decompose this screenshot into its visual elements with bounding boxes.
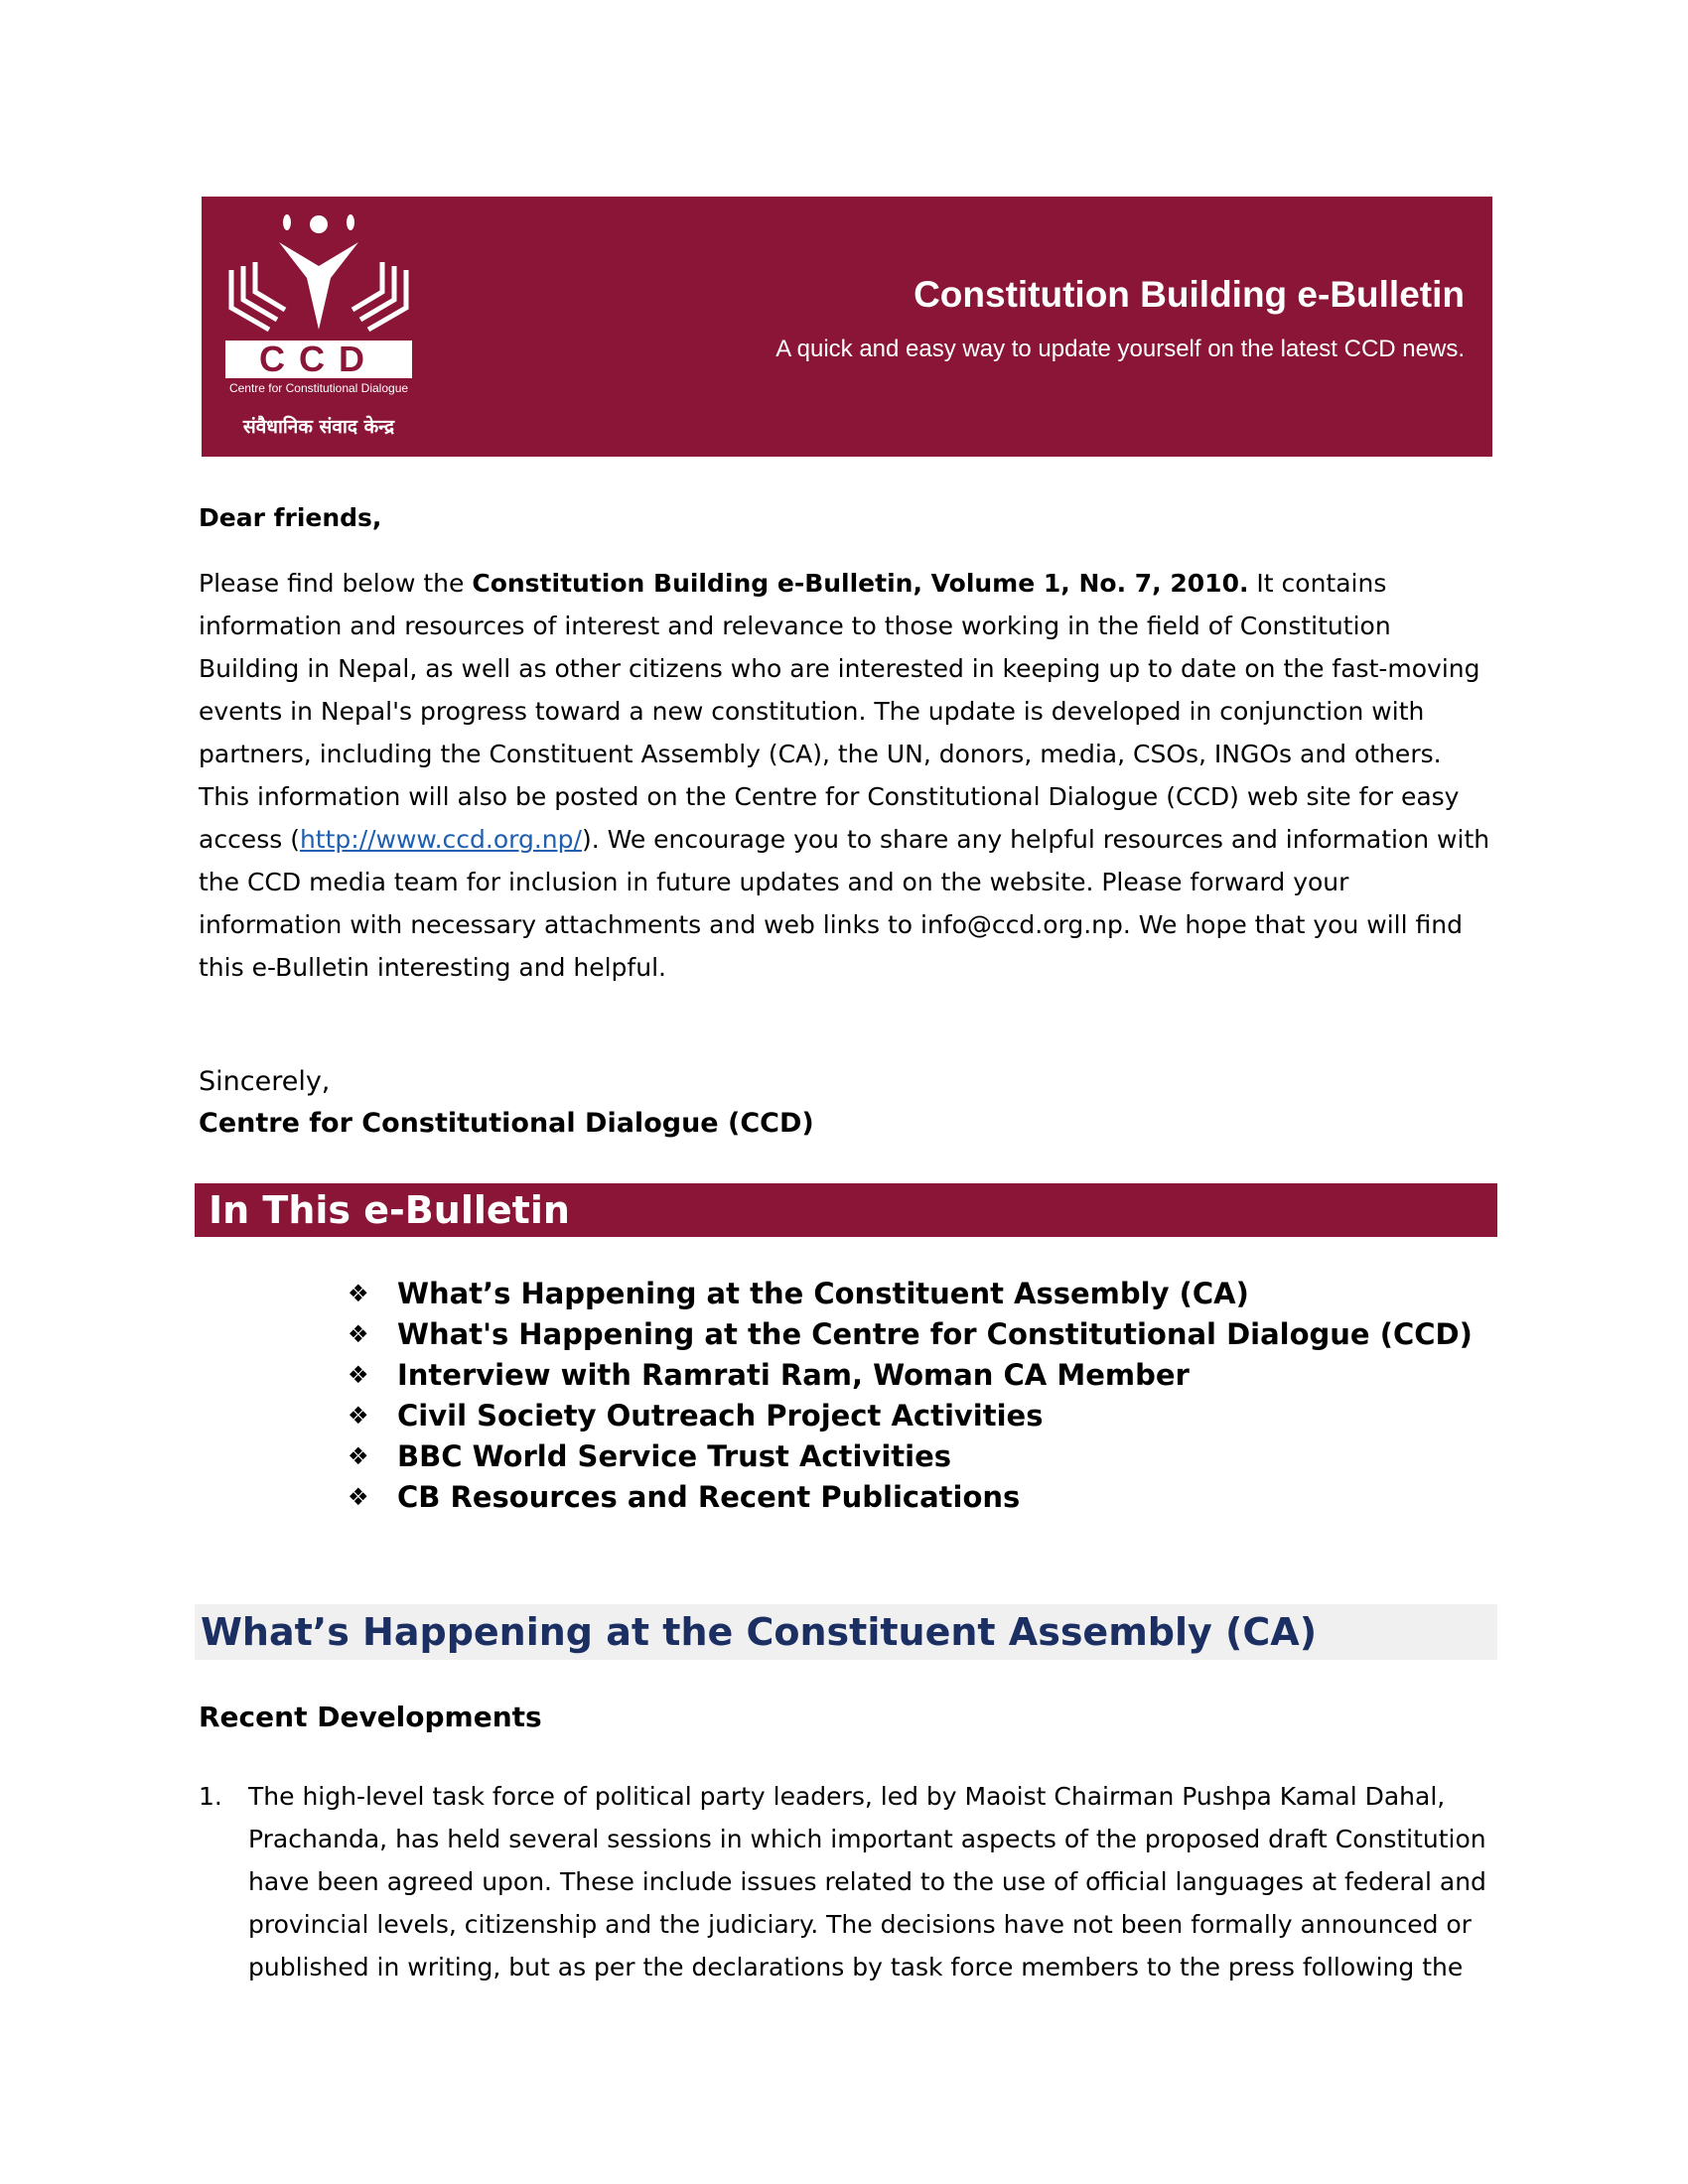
toc-list <box>348 1273 1473 1517</box>
numbered-item <box>199 1775 1499 1988</box>
logo-subtitle: Centre for Constitutional Dialogue <box>228 381 409 395</box>
logo-native-text: संवैधानिक संवाद केन्द्र <box>242 416 395 438</box>
diamond-bullet-icon: ❖ <box>348 1279 369 1307</box>
toc-item[interactable] <box>348 1313 1473 1354</box>
closing: Sincerely, <box>199 1066 331 1097</box>
diamond-bullet-icon: ❖ <box>348 1360 369 1389</box>
signature: Centre for Constitutional Dialogue (CCD) <box>199 1108 814 1139</box>
ccd-website-link[interactable]: http://www.ccd.org.np/ <box>299 825 582 854</box>
ccd-logo <box>219 208 418 447</box>
recent-developments-heading: Recent Developments <box>199 1701 542 1733</box>
toc-item-label: What’s Happening at the Constituent Assembly (CA) <box>397 1276 1249 1310</box>
intro-paragraph <box>199 562 1499 989</box>
intro-mid: It contains information and resources of interest and relevance to those working in the field of Constitution Building in Nepal, as well as other citizens who are interested in keeping up to date on the fast-moving events in Nepal's progress toward a new constitution. The update is developed in conjunction with partners, including the Constituent Assembly (CA), the UN, donors, media, CSOs, INGOs and others. This information will also be posted on the Centre for Constitutional Dialogue (CCD) web site for easy access ( <box>199 569 1480 854</box>
toc-item-label: Interview with Ramrati Ram, Woman CA Member <box>397 1357 1190 1392</box>
toc-item[interactable] <box>348 1435 1473 1476</box>
diamond-bullet-icon: ❖ <box>348 1441 369 1470</box>
diamond-bullet-icon: ❖ <box>348 1319 369 1348</box>
toc-item-label: CB Resources and Recent Publications <box>397 1479 1021 1514</box>
item-text: The high-level task force of political party leaders, led by Maoist Chairman Pushpa Kamal Dahal, Prachanda, has held several sessions in which important aspects of the proposed draft Constitution have been agreed upon. These include issues related to the use of official languages at federal and provincial levels, citizenship and the judiciary. The decisions have not been formally announced or published in writing, but as per the declarations by task force members to the press following the <box>248 1782 1486 1981</box>
intro-pre: Please find below the <box>199 569 473 598</box>
diamond-bullet-icon: ❖ <box>348 1401 369 1430</box>
header-banner <box>202 197 1492 457</box>
banner-title: Constitution Building e-Bulletin <box>914 274 1465 315</box>
logo-figure-icon <box>219 208 418 338</box>
toc-item[interactable] <box>348 1476 1473 1517</box>
toc-heading: In This e-Bulletin <box>195 1183 1497 1237</box>
toc-item-label: What's Happening at the Centre for Constitutional Dialogue (CCD) <box>397 1316 1473 1351</box>
item-number: 1. <box>199 1782 222 1811</box>
logo-letters: CCD <box>225 341 412 378</box>
intro-post: ). We encourage you to share any helpful resources and information with the CCD media team for inclusion in future updates and on the website. Please forward your information with necessary attachments and web links to info@ccd.org.np. We hope that you will find this e-Bulletin interesting and helpful. <box>199 825 1490 982</box>
toc-item[interactable] <box>348 1395 1473 1435</box>
toc-item-label: BBC World Service Trust Activities <box>397 1438 951 1473</box>
greeting: Dear friends, <box>199 503 382 532</box>
toc-item[interactable] <box>348 1354 1473 1395</box>
bulletin-issue: Constitution Building e-Bulletin, Volume 1, No. 7, 2010. <box>472 569 1249 598</box>
ca-section-heading: What’s Happening at the Constituent Assembly (CA) <box>195 1604 1497 1660</box>
diamond-bullet-icon: ❖ <box>348 1482 369 1511</box>
toc-item[interactable] <box>348 1273 1473 1313</box>
banner-subtitle: A quick and easy way to update yourself on the latest CCD news. <box>775 336 1465 362</box>
toc-item-label: Civil Society Outreach Project Activities <box>397 1398 1044 1433</box>
